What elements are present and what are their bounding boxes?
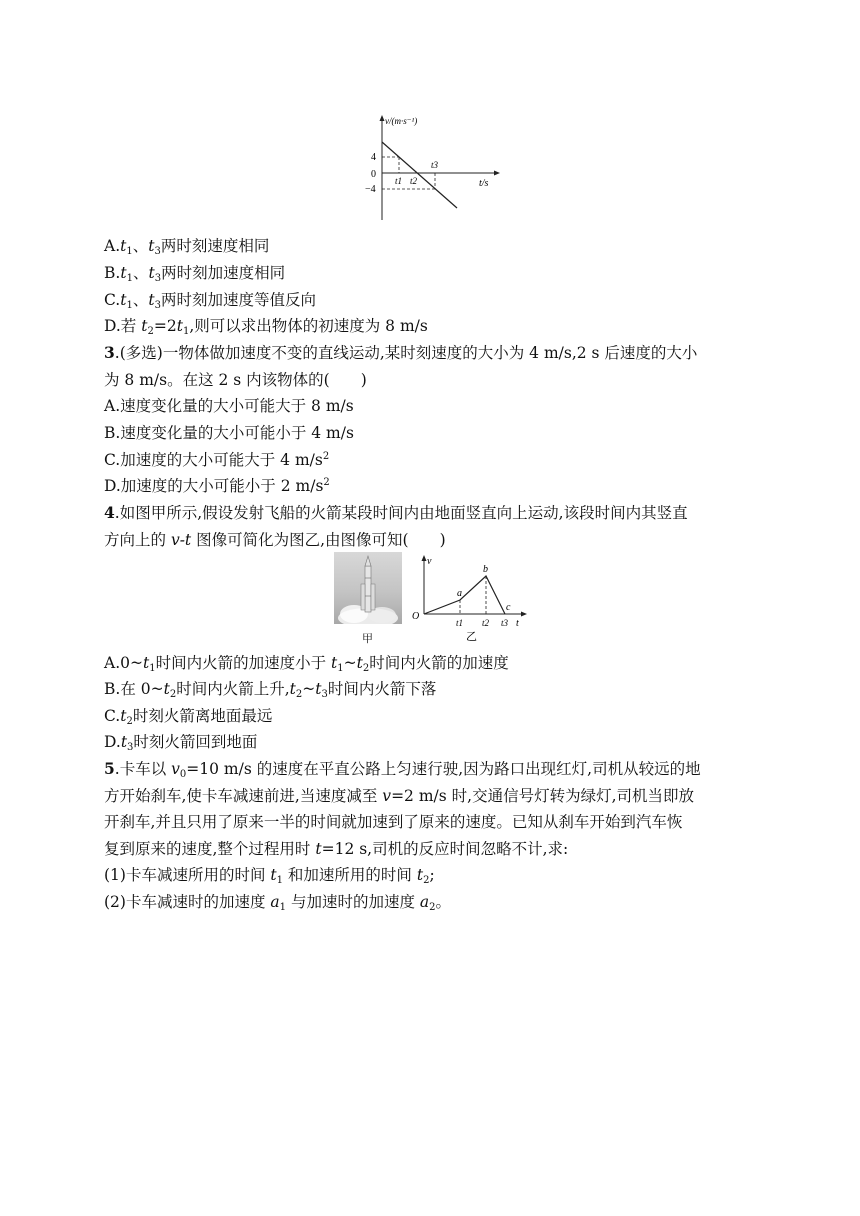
x-axis-arrow — [494, 171, 500, 176]
point-c-label: c — [506, 602, 511, 613]
x-axis-arrow — [521, 612, 527, 617]
q4-option-a: $A.0\sim t_1$时间内火箭的加速度小于 $t_1\sim t_2$时间内火箭的加速度 — [104, 654, 509, 674]
q3-stem-line1: 3.(多选)一物体做加速度不变的直线运动,某时刻速度的大小为 4 m/s,2 s 后速度的大小 — [104, 343, 698, 362]
figure-label-yi: 乙 — [466, 631, 477, 643]
q5-subquestion-2: (2)卡车减速时的加速度 $a_1$ 与加速时的加速度 $a_2$。 — [104, 893, 452, 913]
rocket-photo — [334, 552, 402, 624]
tick-t2-label: t2 — [482, 618, 490, 628]
q3-option-b: B.速度变化量的大小可能小于 4 m/s — [104, 424, 354, 442]
tick-label-4: 4 — [371, 152, 376, 163]
axis-v-label: v — [427, 556, 432, 567]
q4-number: 4 — [104, 503, 115, 522]
q5-line4: 复到原来的速度,整个过程用时 t=12 s,司机的反应时间忽略不计,求: — [104, 840, 569, 858]
q2-option-c: $C.t_1$、$t_3$两时刻加速度等值反向 — [104, 291, 316, 311]
q5-line1: 5.卡车以 $v_0=10$ m/s 的速度在平直公路上匀速行驶,因为路口出现红灯,司机从较远的地 — [104, 759, 701, 780]
t2-label: t2 — [410, 176, 418, 186]
q3-number: 3 — [104, 343, 115, 362]
q5-subquestion-1: (1)卡车减速所用的时间 $t_1$ 和加速所用的时间 $t_2$; — [104, 866, 435, 886]
q5-line3: 开刹车,并且只用了原来一半的时间就加速到了原来的速度。已知从刹车开始到汽车恢 — [104, 813, 683, 831]
q5-line2: 方开始刹车,使卡车减速前进,当速度减至 v=2 m/s 时,交通信号灯转为绿灯,司机当即放 — [104, 787, 694, 805]
rocket-illustration — [334, 552, 402, 624]
tick-label-neg4: −4 — [365, 184, 376, 195]
q4-stem-line2: 方向上的 v-t 图像可简化为图乙,由图像可知( ) — [104, 531, 446, 549]
q4-option-b: B.在 $0\sim t_2$时间内火箭上升$,t_2\sim t_3$时间内火箭下落 — [104, 680, 437, 700]
point-a-label: a — [457, 588, 462, 599]
y-axis-label: v/(m·s⁻¹) — [385, 116, 418, 126]
q4-option-c: $C.t_2$时刻火箭离地面最远 — [104, 707, 273, 727]
q5-number: 5 — [104, 759, 115, 778]
q2-option-d: D.若 $t_2=2t_1$,则可以求出物体的初速度为 8 m/s — [104, 317, 428, 337]
tick-t1-label: t1 — [456, 618, 464, 628]
q4-stem-line1: 4.如图甲所示,假设发射飞船的火箭某段时间内由地面竖直向上运动,该段时间内其竖直 — [104, 503, 688, 522]
rocket-velocity-time-graph — [412, 552, 534, 652]
tick-label-0: 0 — [371, 169, 376, 180]
q3-option-a: A.速度变化量的大小可能大于 8 m/s — [104, 397, 354, 415]
velocity-time-graph-1 — [363, 112, 503, 224]
velocity-polyline — [424, 576, 505, 614]
axis-t-label: t — [516, 618, 519, 629]
tick-t3-label: t3 — [501, 618, 509, 628]
x-axis-label: t/s — [479, 178, 489, 189]
origin-label: O — [412, 611, 420, 622]
q2-option-a: $A.t_1$、$t_3$两时刻速度相同 — [104, 237, 270, 257]
t1-label: t1 — [395, 176, 403, 186]
q3-option-c: C.加速度的大小可能大于 4 $m/s^2$ — [104, 451, 330, 469]
velocity-line — [382, 142, 457, 208]
q4-option-d: $D.t_3$时刻火箭回到地面 — [104, 733, 258, 753]
y-axis-arrow — [380, 115, 385, 121]
q2-option-b: $B.t_1$、$t_3$两时刻加速度相同 — [104, 264, 286, 284]
point-b-label: b — [483, 564, 488, 575]
q3-stem-line2: 为 8 m/s。在这 2 s 内该物体的( ) — [104, 371, 367, 389]
rocket-figure — [334, 552, 534, 652]
y-axis-arrow — [422, 555, 427, 561]
q3-option-d: D.加速度的大小可能小于 2 $m/s^2$ — [104, 477, 330, 495]
t3-label: t3 — [431, 160, 439, 170]
figure-label-jia: 甲 — [362, 632, 373, 645]
